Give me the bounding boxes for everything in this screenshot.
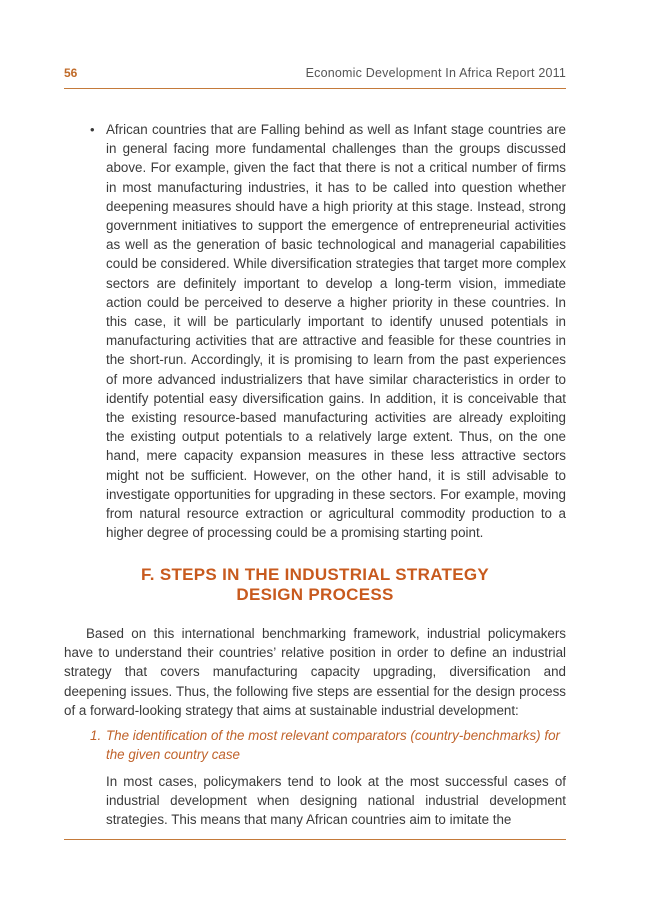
bullet-text: African countries that are Falling behind as well as Infant stage countries are in general facing more fundamental challenges than the groups discussed above. For example, given the fact that there is not a critical number of firms in most manufacturing industries, it has to be called into question whether deepening measures should have a high priority at this stage. Instead, strong government initiatives to support the emergence of entrepreneurial activities as well as the generation of basic technological and managerial capabilities could be considered. While diversification strategies that target more complex sectors are definitely important to develop a long-term vision, immediate action could be perceived to deserve a higher priority in these countries. In this case, it will be particularly important to identify unused potentials in manufacturing activities that are attractive and feasible for these countries in the short-run. Accordingly, it is promising to learn from the past experiences of more advanced industrializers that have similar characteristics in order to identify potential easy diversification gains. In addition, it is conceivable that the existing resource-based manufacturing activities are already exploiting the existing output potentials to a relatively large extent. Thus, on the one hand, mere capacity expansion measures in these less attractive sectors might not be sufficient. However, on the other hand, it is still advisable to investigate opportunities for upgrading in these sectors. For example, moving from natural resource extraction or agricultural commodity production to a higher degree of processing could be a promising starting point. [106, 122, 566, 541]
running-header [64, 66, 566, 89]
footer-divider [64, 839, 566, 840]
step-1-title: The identification of the most relevant comparators (country-benchmarks) for the given country case [106, 728, 560, 763]
section-heading-line-2: DESIGN PROCESS [236, 585, 394, 604]
intro-paragraph: Based on this international benchmarking framework, industrial policymakers have to understand their countries’ relative position in order to define an industrial strategy that covers manufacturing capacity upgrading, diversification and deepening issues. Thus, the following five steps are essential for the design process of a forward-looking strategy that aims at sustainable industrial development: [64, 626, 566, 718]
section-heading [64, 565, 566, 605]
page-number: 56 [64, 66, 78, 80]
step-1-body: In most cases, policymakers tend to look at the most successful cases of industrial development when designing national industrial development strategies. This means that many African countries aim to imitate the [106, 774, 566, 828]
running-title: Economic Development In Africa Report 2011 [305, 66, 566, 80]
bullet-marker: • [90, 122, 95, 137]
section-heading-line-1: F. STEPS IN THE INDUSTRIAL STRATEGY [140, 565, 489, 584]
bullet-paragraph [90, 120, 566, 542]
step-1-number: 1. [90, 728, 102, 743]
step-1-heading [90, 726, 566, 764]
